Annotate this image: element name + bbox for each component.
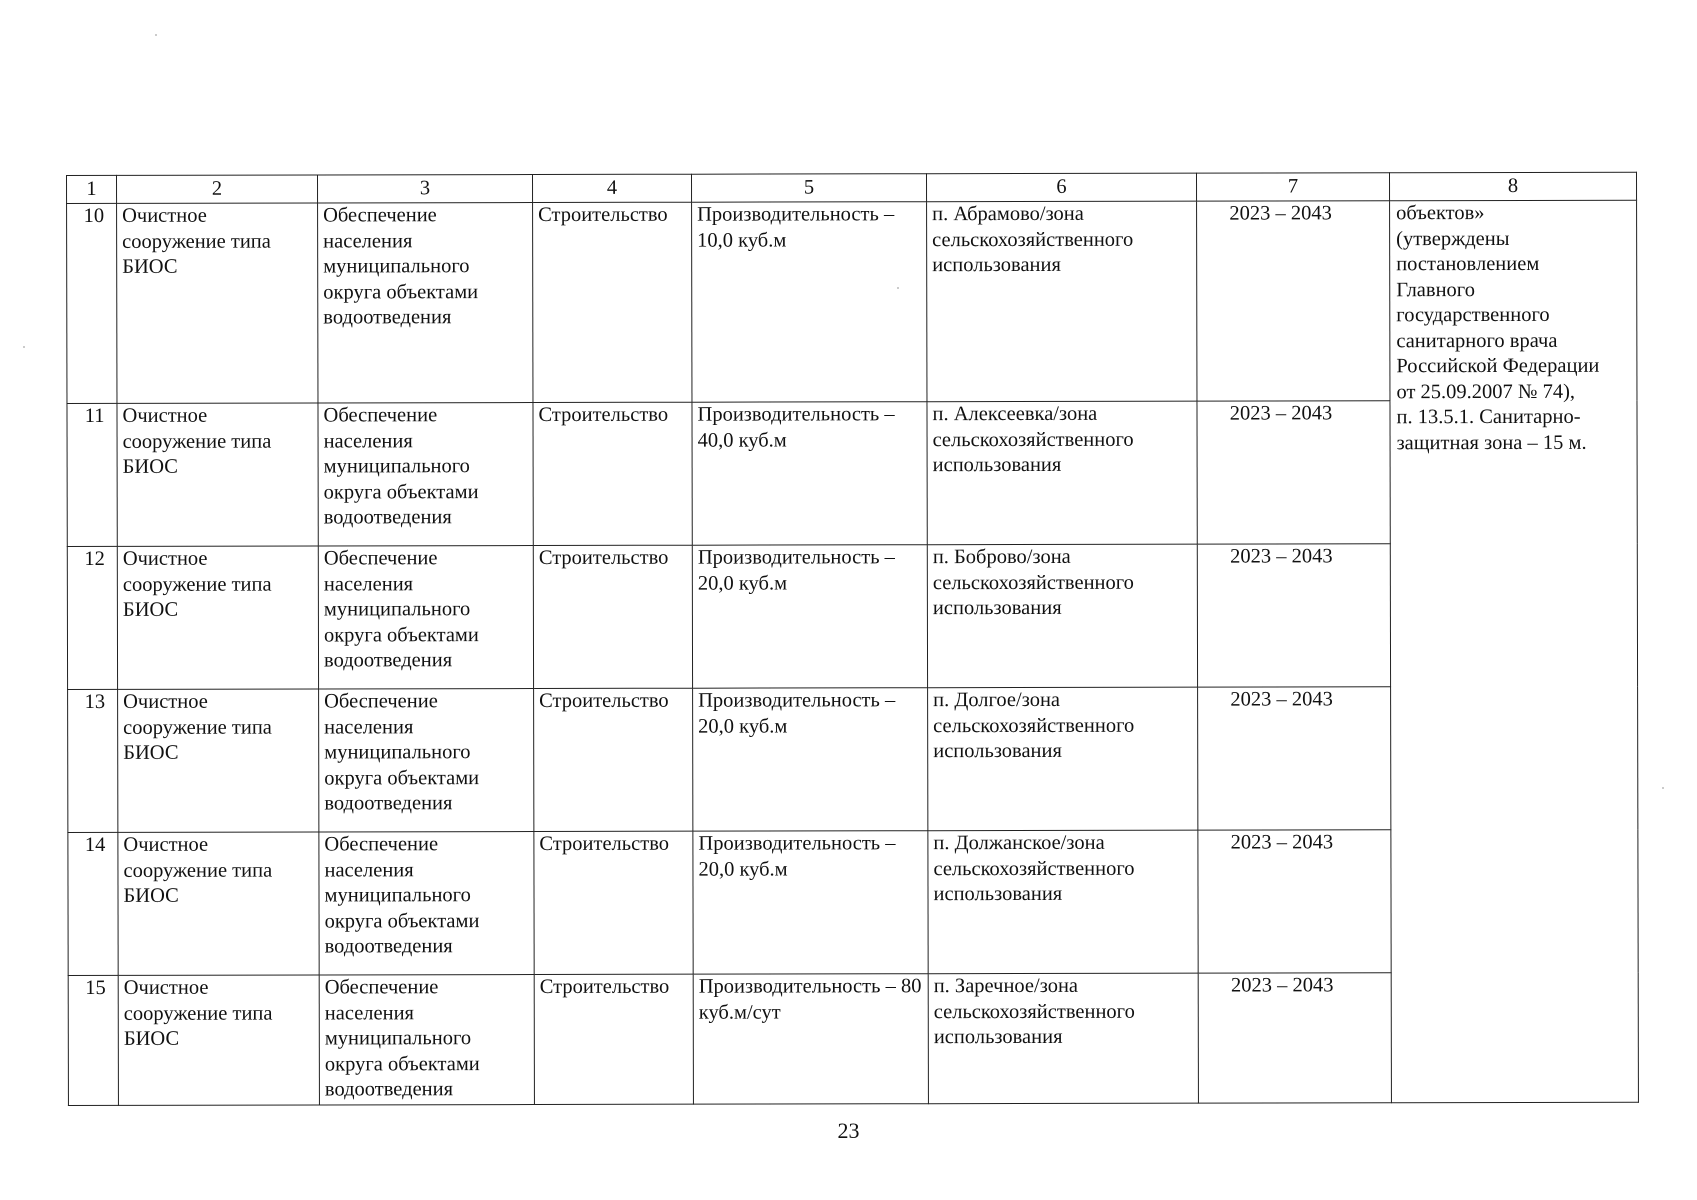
note-line: от 25.09.2007 № 74), bbox=[1396, 380, 1576, 403]
action-type-cell: Строительство bbox=[534, 831, 693, 974]
scan-speck bbox=[1662, 787, 1664, 789]
note-line: постановлением bbox=[1396, 252, 1540, 276]
location-cell: п. Заречное/зона сельскохозяйственного использования bbox=[928, 973, 1198, 1104]
note-line: государственного bbox=[1396, 303, 1550, 327]
purpose-cell: Обеспечение населения муниципального округа объектами водоотведения bbox=[318, 203, 533, 403]
purpose-cell: Обеспечение населения муниципального округа объектами водоотведения bbox=[318, 403, 533, 546]
column-header-4: 4 bbox=[533, 174, 692, 202]
object-name-cell: Очистное сооружение типа БИОС bbox=[118, 689, 319, 832]
scan-speck bbox=[23, 346, 25, 348]
action-type-cell: Строительство bbox=[533, 202, 692, 402]
column-header-5: 5 bbox=[691, 174, 926, 202]
object-name-cell: Очистное сооружение типа БИОС bbox=[117, 546, 318, 689]
row-number: 11 bbox=[67, 403, 117, 546]
row-number: 12 bbox=[67, 546, 117, 689]
location-cell: п. Боброво/зона сельскохозяйственного использования bbox=[927, 544, 1197, 688]
note-line: п. 13.5.1. Санитарно- bbox=[1396, 405, 1581, 429]
column-header-1: 1 bbox=[67, 175, 117, 203]
column-header-3: 3 bbox=[318, 175, 533, 203]
period-cell: 2023 – 2043 bbox=[1197, 544, 1390, 687]
purpose-cell: Обеспечение населения муниципального округа объектами водоотведения bbox=[319, 689, 534, 832]
period-cell: 2023 – 2043 bbox=[1198, 973, 1391, 1103]
table-row bbox=[67, 200, 1637, 403]
note-line: Главного bbox=[1396, 278, 1475, 301]
object-name-cell: Очистное сооружение типа БИОС bbox=[117, 403, 318, 546]
row-number: 13 bbox=[68, 689, 118, 832]
location-cell: п. Алексеевка/зона сельскохозяйственного использования bbox=[927, 401, 1197, 545]
row-number: 15 bbox=[68, 975, 118, 1105]
capacity-cell: Производительность – 20,0 куб.м bbox=[692, 545, 927, 688]
action-type-cell: Строительство bbox=[533, 545, 692, 688]
capacity-cell: Производительность – 40,0 куб.м bbox=[692, 402, 927, 545]
period-cell: 2023 – 2043 bbox=[1197, 201, 1390, 401]
note-line: санитарного врача bbox=[1396, 329, 1558, 352]
period-cell: 2023 – 2043 bbox=[1197, 401, 1390, 544]
sanitary-zone-note-cell bbox=[1390, 200, 1639, 1103]
period-cell: 2023 – 2043 bbox=[1198, 830, 1391, 973]
action-type-cell: Строительство bbox=[534, 688, 693, 831]
column-header-8: 8 bbox=[1389, 172, 1636, 201]
purpose-cell: Обеспечение населения муниципального округа объектами водоотведения bbox=[319, 975, 534, 1105]
scan-speck bbox=[155, 34, 157, 36]
capacity-cell: Производительность – 10,0 куб.м bbox=[692, 202, 927, 402]
scan-speck bbox=[897, 287, 899, 289]
row-number: 14 bbox=[68, 832, 118, 975]
object-name-cell: Очистное сооружение типа БИОС bbox=[117, 203, 318, 403]
action-type-cell: Строительство bbox=[533, 402, 692, 545]
column-header-2: 2 bbox=[117, 175, 318, 203]
column-header-6: 6 bbox=[926, 173, 1196, 202]
action-type-cell: Строительство bbox=[534, 974, 693, 1104]
capacity-cell: Производительность – 80 куб.м/сут bbox=[693, 974, 928, 1104]
capacity-cell: Производительность – 20,0 куб.м bbox=[693, 831, 928, 974]
purpose-cell: Обеспечение населения муниципального округа объектами водоотведения bbox=[318, 546, 533, 689]
column-header-7: 7 bbox=[1196, 173, 1389, 201]
note-line: защитная зона – 15 м. bbox=[1396, 431, 1587, 454]
object-name-cell: Очистное сооружение типа БИОС bbox=[118, 975, 319, 1105]
document-table bbox=[66, 172, 1639, 1106]
row-number: 10 bbox=[67, 203, 117, 403]
note-line: объектов» bbox=[1396, 202, 1485, 225]
period-cell: 2023 – 2043 bbox=[1198, 687, 1391, 830]
location-cell: п. Долгое/зона сельскохозяйственного использования bbox=[928, 687, 1198, 831]
location-cell: п. Абрамово/зона сельскохозяйственного использования bbox=[927, 201, 1197, 402]
capacity-cell: Производительность – 20,0 куб.м bbox=[693, 688, 928, 831]
purpose-cell: Обеспечение населения муниципального округа объектами водоотведения bbox=[319, 832, 534, 975]
note-line: Российской Федерации bbox=[1396, 354, 1600, 378]
column-number-row bbox=[67, 172, 1637, 203]
note-line: (утверждены bbox=[1396, 227, 1510, 250]
page-number: 23 bbox=[837, 1118, 860, 1143]
location-cell: п. Должанское/зона сельскохозяйственного использования bbox=[928, 830, 1198, 974]
object-name-cell: Очистное сооружение типа БИОС bbox=[118, 832, 319, 975]
